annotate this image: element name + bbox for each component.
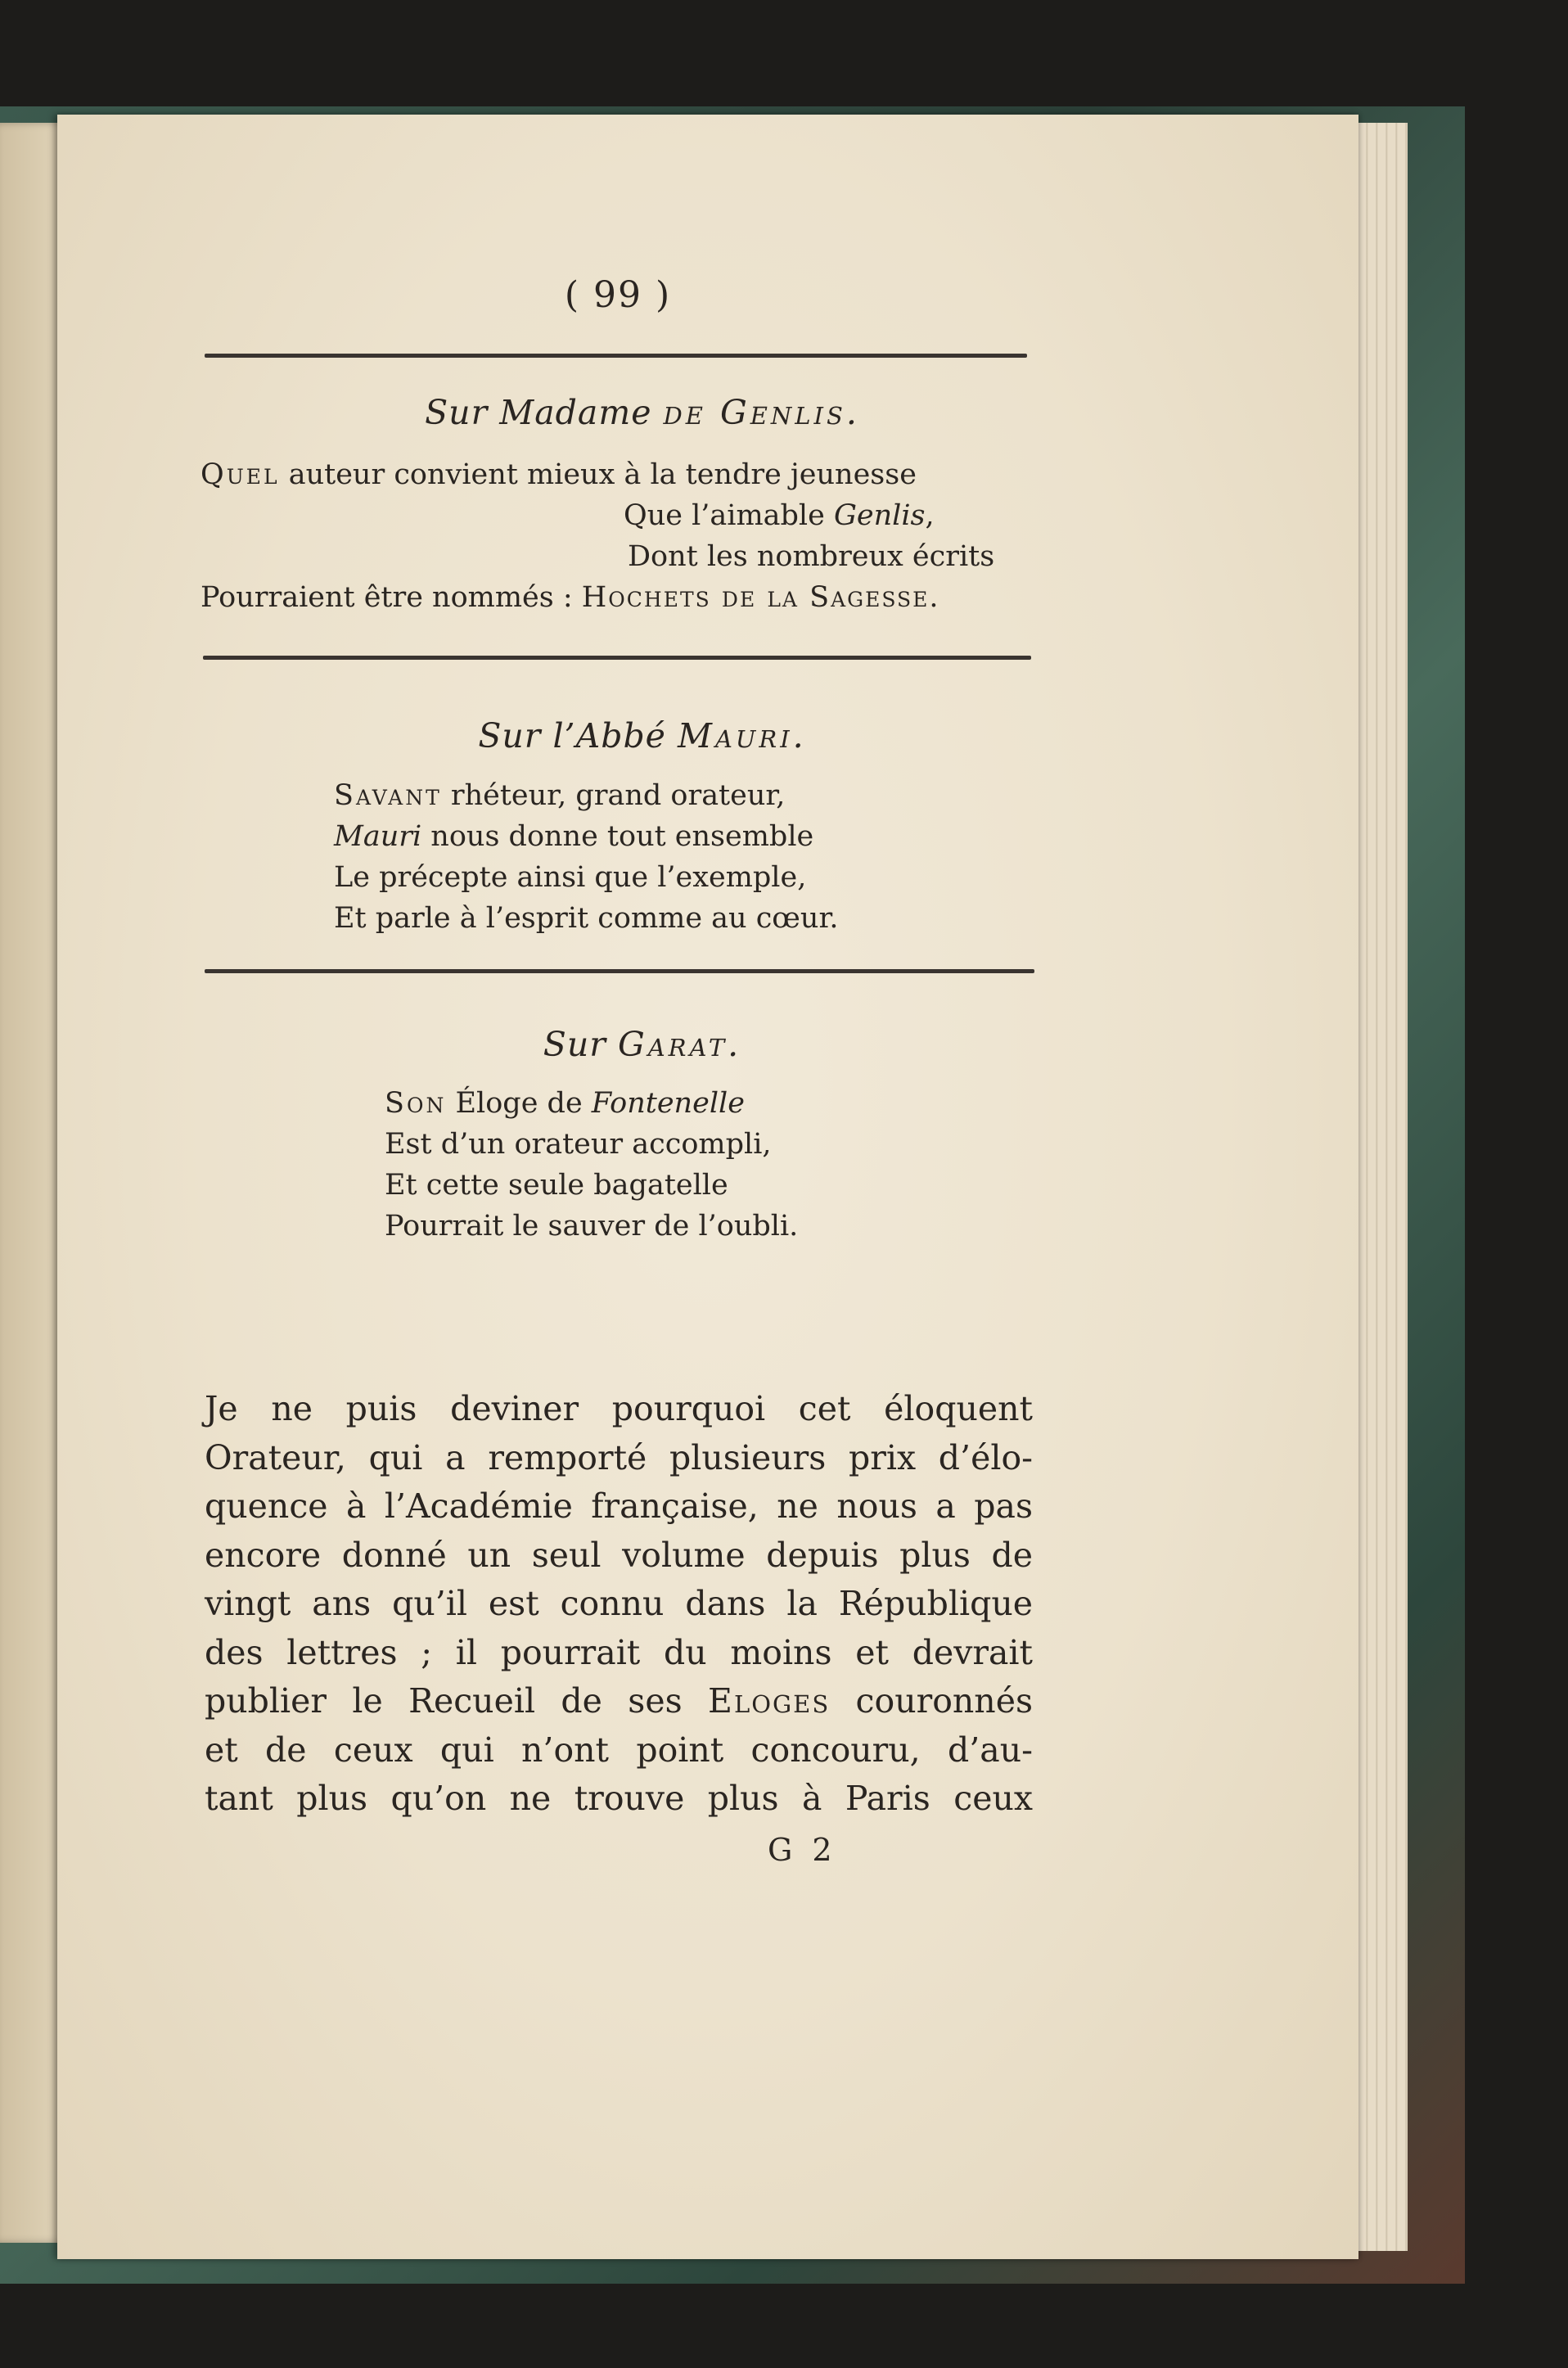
verse-text: auteur convient mieux à la tendre jeunesse [279,458,917,491]
verse-italic: Mauri [334,820,422,853]
heading-name: Mauri. [678,716,807,756]
verse-line [334,861,806,894]
verse-first-word: Savant [334,779,442,812]
divider-rule [203,656,1031,660]
verse-text: Et cette seule bagatelle [385,1169,728,1202]
heading-prefix: Sur Madame [425,393,652,432]
prose-line: quence à l’Académie française, ne nous a pas [205,1486,1033,1526]
verse-line [201,458,917,491]
prose-line: vingt ans qu’il est connu dans la République [205,1584,1033,1623]
verse-text: Pourrait le sauver de l’oubli. [385,1210,799,1243]
verse-text: Pourraient être nommés : [201,581,582,614]
verse-line [334,820,813,853]
verse-line [201,581,940,614]
verse-line [334,779,785,812]
verse-text: Est d’un orateur accompli, [385,1128,772,1161]
verse-italic: Fontenelle [591,1087,745,1120]
verse-italic: Genlis [833,499,926,532]
verse-line [334,902,838,935]
signature-mark: G 2 [768,1832,837,1868]
prose-line [205,1677,1033,1726]
verse-text: Le précepte ainsi que l’exemple, [334,861,807,894]
prose-paragraph [205,1385,1033,1824]
verse-text: nous donne tout ensemble [421,820,814,853]
page-number: ( 99 ) [564,274,672,316]
heading-name: Garat. [617,1025,742,1064]
verse-line [385,1087,745,1120]
section-heading-genlis [0,393,1293,432]
prose-line: Orateur, qui a remporté plusieurs prix d’élo- [205,1437,1033,1477]
book-page [57,115,1358,2259]
verse-line [385,1169,728,1202]
prose-text: publier le Recueil de ses [205,1681,709,1721]
section-heading-garat [0,1025,1293,1064]
prose-line: des lettres ; il pourrait du moins et devrait [205,1632,1033,1672]
verse-line [628,540,994,573]
verse-text: Et parle à l’esprit comme au cœur. [334,902,839,935]
verse-line [385,1128,772,1161]
heading-prefix: Sur l’Abbé [478,716,666,756]
verse-text: Que l’aimable [624,499,834,532]
section-heading-mauri [0,716,1293,756]
verse-text: rhéteur, grand orateur, [441,779,786,812]
verse-text: , [925,499,935,532]
prose-line: tant plus qu’on ne trouve plus à Paris ceux [205,1779,1033,1818]
verse-text: Dont les nombreux écrits [628,540,995,573]
prose-smallcaps: Eloges [708,1681,831,1721]
verse-first-word: Son [385,1087,447,1120]
prose-line: Je ne puis deviner pourquoi cet éloquent [205,1389,1033,1428]
verse-line [624,499,935,532]
verse-line [385,1210,798,1243]
prose-line: et de ceux qui n’ont point concouru, d’au- [205,1730,1033,1770]
verse-text: Éloge de [446,1087,592,1120]
heading-name: de Genlis. [663,393,860,432]
divider-rule [205,969,1034,973]
prose-line: encore donné un seul volume depuis plus de [205,1535,1033,1575]
heading-prefix: Sur [543,1025,606,1064]
verse-smallcaps: Hochets de la Sagesse. [581,581,940,614]
verse-first-word: Quel [201,458,280,491]
divider-rule [205,354,1027,358]
prose-text: couronnés [830,1681,1033,1721]
